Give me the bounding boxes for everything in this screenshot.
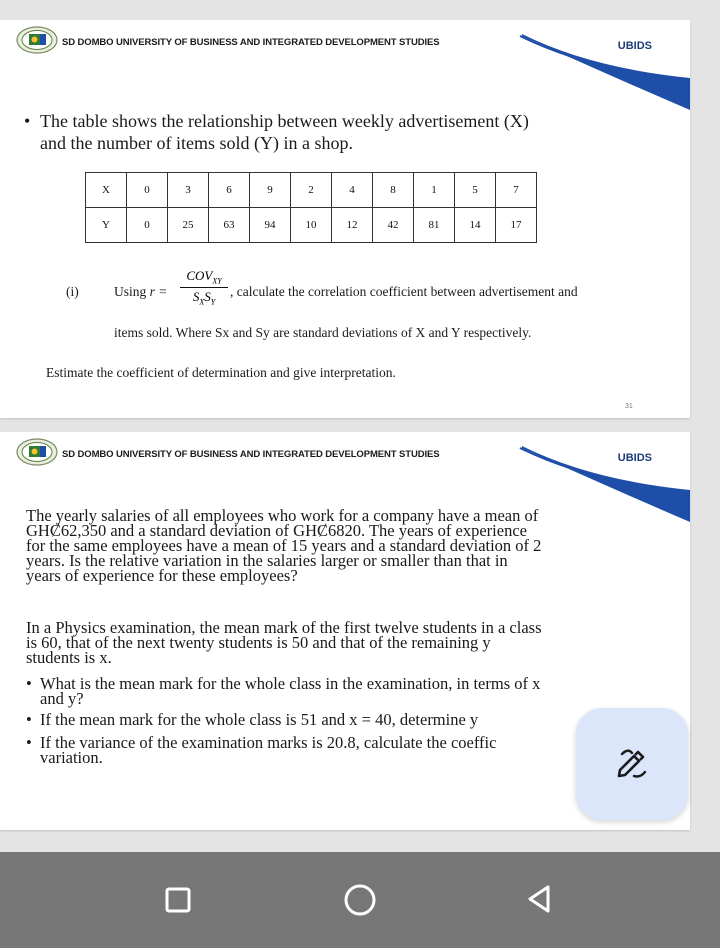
header-title: SD DOMBO UNIVERSITY OF BUSINESS AND INTEGRATED DEVELOPMENT STUDIES xyxy=(62,449,440,460)
list-item xyxy=(26,712,630,727)
bullet-dot: • xyxy=(24,111,31,131)
table-cell: 3 xyxy=(168,173,209,208)
table-cell: 94 xyxy=(250,208,291,243)
bullet-line: If the variance of the examination marks is 20.8, calculate the coeffic xyxy=(40,733,497,752)
formula-num-sub: XY xyxy=(212,276,222,286)
brand-label: UBIDS xyxy=(617,40,652,52)
table-cell: X xyxy=(86,173,127,208)
brand-label: UBIDS xyxy=(617,452,652,464)
bullet-dot: • xyxy=(26,674,32,693)
formula-den-sub1: X xyxy=(199,297,205,307)
home-circle-icon[interactable] xyxy=(340,882,380,922)
intro-line-2: and the number of items sold (Y) in a shop. xyxy=(40,133,353,153)
bullet-line: and y? xyxy=(40,689,84,708)
correlation-formula xyxy=(180,268,228,306)
university-logo-icon xyxy=(16,438,58,466)
table-row-x xyxy=(86,173,537,208)
list-item xyxy=(26,735,630,765)
formula-numerator xyxy=(180,268,228,288)
formula-num-text: COV xyxy=(186,268,213,283)
using-word: Using xyxy=(114,284,147,299)
university-logo-icon xyxy=(16,26,58,54)
header-swoosh xyxy=(470,20,690,110)
formula-denominator xyxy=(180,288,228,307)
bullet-line: What is the mean mark for the whole class in the examination, in terms of x xyxy=(40,674,541,693)
table-cell: 25 xyxy=(168,208,209,243)
table-cell: 1 xyxy=(414,173,455,208)
estimate-instruction: Estimate the coefficient of determination and give interpretation. xyxy=(46,365,396,380)
edit-fab-button[interactable] xyxy=(576,708,688,820)
bullet-list xyxy=(26,676,630,765)
table-cell: 10 xyxy=(291,208,332,243)
formula-den-sub2: Y xyxy=(210,297,216,307)
part-label: (i) xyxy=(66,284,79,299)
table-cell: 5 xyxy=(455,173,496,208)
table-cell: 42 xyxy=(373,208,414,243)
table-cell: 81 xyxy=(414,208,455,243)
physics-paragraph xyxy=(26,620,630,665)
table-cell: 8 xyxy=(373,173,414,208)
r-equals: r = xyxy=(149,284,168,299)
table-cell: 9 xyxy=(250,173,291,208)
table-cell: 12 xyxy=(332,208,373,243)
physics-line: is 60, that of the next twenty students is 50 and that of the remaining y xyxy=(26,633,491,652)
formula-den-s1: S xyxy=(192,288,200,304)
formula-den-s2: S xyxy=(204,288,211,304)
edit-pen-icon xyxy=(612,744,652,784)
question-line-2: items sold. Where Sx and Sy are standard deviations of X and Y respectively. xyxy=(114,325,532,340)
salary-line: years of experience for these employees? xyxy=(26,566,298,585)
salary-line: years. Is the relative variation in the salaries larger or smaller than that in xyxy=(26,551,508,570)
bullet-dot: • xyxy=(26,710,32,729)
table-cell: Y xyxy=(86,208,127,243)
bullet-dot: • xyxy=(26,733,32,752)
list-item xyxy=(26,676,630,706)
question-line-1: , calculate the correlation coefficient between advertisement and xyxy=(230,284,578,299)
salary-paragraph xyxy=(26,508,630,583)
table-row-y xyxy=(86,208,537,243)
salary-line: The yearly salaries of all employees who work for a company have a mean of xyxy=(26,506,539,525)
salary-line: GHȻ62,350 and a standard deviation of GHȻ6820. The years of experience xyxy=(26,521,527,540)
table-cell: 0 xyxy=(127,208,168,243)
table-cell: 0 xyxy=(127,173,168,208)
bullet-line: variation. xyxy=(40,748,103,767)
intro-line-1: The table shows the relationship between weekly advertisement (X) xyxy=(40,111,529,131)
using-label xyxy=(114,284,167,300)
table-cell: 17 xyxy=(496,208,537,243)
recents-square-icon[interactable] xyxy=(160,882,196,918)
table-cell: 2 xyxy=(291,173,332,208)
back-triangle-icon[interactable] xyxy=(522,882,558,918)
table-cell: 6 xyxy=(209,173,250,208)
physics-line: In a Physics examination, the mean mark of the first twelve students in a class xyxy=(26,618,542,637)
system-nav-bar xyxy=(0,852,720,948)
header-title: SD DOMBO UNIVERSITY OF BUSINESS AND INTEGRATED DEVELOPMENT STUDIES xyxy=(62,37,440,48)
table-cell: 14 xyxy=(455,208,496,243)
table-cell: 7 xyxy=(496,173,537,208)
physics-line: students is x. xyxy=(26,648,112,667)
data-table xyxy=(85,172,537,243)
salary-line: for the same employees have a mean of 15 years and a standard deviation of 2 xyxy=(26,536,542,555)
bullet-line: If the mean mark for the whole class is 51 and x = 40, determine y xyxy=(40,710,479,729)
table-cell: 4 xyxy=(332,173,373,208)
intro-paragraph xyxy=(24,110,644,154)
table-cell: 63 xyxy=(209,208,250,243)
slide-1 xyxy=(0,20,690,418)
page-number: 31 xyxy=(625,403,633,410)
